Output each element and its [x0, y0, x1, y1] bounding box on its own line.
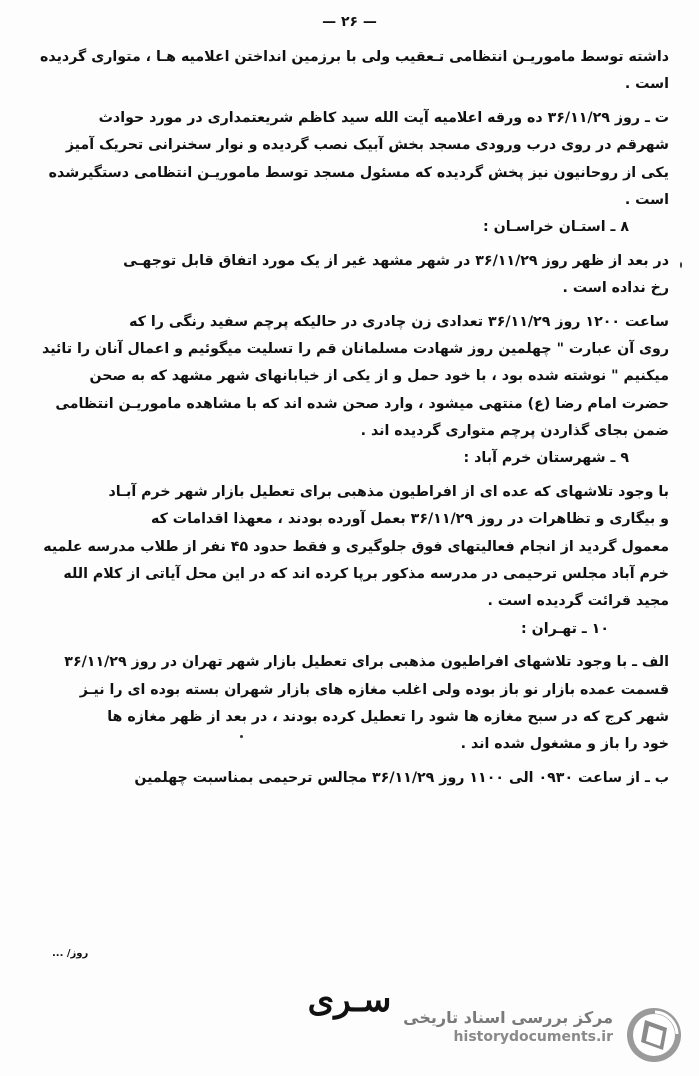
text-line: ب ـ از ساعت ۰۹۳۰ الی ۱۱۰۰ روز ۳۶/۱۱/۲۹ مجالس ترحیمی بمناسبت چهلمین: [134, 769, 669, 786]
text-line: ضمن بجای گذاردن پرچم متواری گردیده اند .: [360, 423, 669, 440]
text-line: روی آن عبارت " چهلمین روز شهادت مسلمانان قم را تسلیت میگوئیم و اعمال آنان را تائید: [42, 340, 669, 357]
scan-speck: [680, 262, 682, 268]
watermark-text: [403, 1008, 613, 1045]
text-line: در بعد از ظهر روز ۳۶/۱۱/۲۹ در شهر مشهد غیر از یک مورد اتفاق قابل توجهـی: [123, 252, 669, 269]
text-line: الف ـ با وجود تلاشهای افراطیون مذهبی برای تعطیل بازار شهر تهران در روز ۳۶/۱۱/۲۹: [64, 654, 669, 671]
page-number: — ۲۶ —: [322, 14, 377, 30]
section-heading: ۸ ـ استـان خراسـان :: [483, 219, 629, 236]
text-line: و بیگاری و تظاهرات در روز ۳۶/۱۱/۲۹ بعمل آورده بودند ، معهذا اقدامات که: [151, 511, 669, 528]
section-heading: ۹ ـ شهرستان خرم آباد :: [463, 450, 629, 467]
text-line: است .: [624, 191, 669, 208]
text-line: شهرقم در روی درب ورودی مسجد بخش آبیک نصب گردیده و نوار سخنرانی تحریک آمیز: [65, 137, 669, 154]
text-line: مجید قرائت گردیده است .: [487, 593, 669, 610]
text-line: خود را باز و مشغول شده اند .: [460, 736, 669, 753]
text-line: داشته توسط ماموریـن انتظامی تـعقیب ولی با برزمین انداختن اعلامیه هـا ، متواری گردیده: [40, 49, 669, 65]
text-line: ساعت ۱۲۰۰ روز ۳۶/۱۱/۲۹ تعدادی زن چادری در حالیکه پرچم سفید رنگی را که: [129, 313, 669, 330]
text-line: قسمت عمده بازار نو باز بوده ولی اغلب مغازه های بازار شهران بسته بوده ای را نیـز: [79, 681, 669, 698]
document-body: [40, 44, 669, 792]
section-heading: ۱۰ ـ تهـران :: [520, 620, 609, 637]
text-line: معمول گردید از انجام فعالیتهای فوق جلوگیری و فقط حدود ۴۵ نفر از طلاب مدرسه علمیه: [43, 538, 669, 555]
watermark-url: historydocuments.ir: [453, 1029, 613, 1045]
watermark-name: مرکز بررسی اسناد تاریخی: [403, 1008, 613, 1027]
text-line: یکی از روحانیون نیز پخش گردیده که مسئول مسجد توسط ماموریـن انتظامی دستگیرشده: [48, 164, 669, 181]
watermark: [403, 1004, 693, 1068]
text-line: میکنیم " نوشته شده بود ، با خود حمل و از یکی از خیابانهای شهر مشهد که به صحن: [89, 368, 669, 385]
text-line: است .: [624, 76, 669, 93]
classification-mark: سـری: [307, 980, 392, 1020]
text-line: با وجود تلاشهای که عده ای از افراطیون مذهبی برای تعطیل بازار شهر خرم آبـاد: [108, 483, 669, 500]
scan-speck: [240, 735, 243, 738]
text-line: خرم آباد مجلس ترحیمی در مدرسه مذکور برپا کرده اند که در این محل آیاتی از کلام الله: [63, 566, 669, 583]
text-line: رخ نداده است .: [562, 280, 669, 297]
footer-fragment: روز/ ...: [52, 948, 89, 959]
text-line: ت ـ روز ۳۶/۱۱/۲۹ ده ورقه اعلامیه آیت الله سید کاظم شریعتمداری در مورد حوادث: [98, 109, 669, 126]
text-line: حضرت امام رضا (ع) منتهی میشود ، وارد صحن شده اند که با مشاهده ماموریـن انتظامی: [55, 395, 669, 412]
text-line: شهر کرج که در سبح مغازه ها شود را تعطیل کرده بودند ، در بعد از ظهر مغازه ها: [107, 708, 669, 725]
archive-logo-icon: [625, 1006, 683, 1064]
